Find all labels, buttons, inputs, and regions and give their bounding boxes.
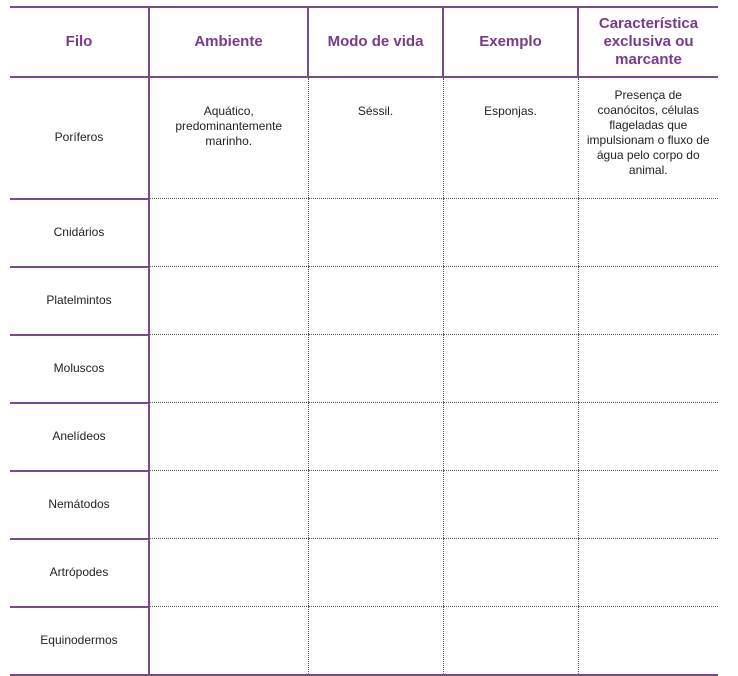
caracteristica-cell[interactable]: [578, 607, 718, 675]
modo-de-vida-cell[interactable]: [308, 199, 443, 267]
header-caracteristica: Característica exclusiva ou marcante: [578, 7, 718, 77]
phylum-table-container: [10, 6, 718, 676]
caracteristica-cell[interactable]: [578, 539, 718, 607]
exemplo-cell[interactable]: [443, 267, 578, 335]
filo-cell: Platelmintos: [10, 267, 149, 335]
ambiente-cell[interactable]: [149, 335, 308, 403]
modo-de-vida-cell[interactable]: [308, 267, 443, 335]
exemplo-cell[interactable]: Esponjas.: [443, 77, 578, 199]
header-modo-de-vida: Modo de vida: [308, 7, 443, 77]
filo-cell: Moluscos: [10, 335, 149, 403]
filo-cell: Artrópodes: [10, 539, 149, 607]
table-row-poriferos: [10, 77, 718, 199]
modo-de-vida-cell[interactable]: [308, 471, 443, 539]
ambiente-cell[interactable]: [149, 607, 308, 675]
caracteristica-cell[interactable]: [578, 403, 718, 471]
exemplo-cell[interactable]: [443, 403, 578, 471]
phylum-table: [10, 6, 718, 676]
modo-de-vida-cell[interactable]: Séssil.: [308, 77, 443, 199]
table-row-anelideos: [10, 403, 718, 471]
ambiente-cell[interactable]: Aquático, predominantemente marinho.: [149, 77, 308, 199]
header-row: [10, 7, 718, 77]
caracteristica-cell[interactable]: [578, 267, 718, 335]
header-filo: Filo: [10, 7, 149, 77]
ambiente-cell[interactable]: [149, 267, 308, 335]
caracteristica-cell[interactable]: Presença de coanócitos, células flageladas que impulsionam o fluxo de água pelo corpo do animal.: [578, 77, 718, 199]
table-row-platelmintos: [10, 267, 718, 335]
table-row-nematodos: [10, 471, 718, 539]
modo-de-vida-cell[interactable]: [308, 335, 443, 403]
filo-cell: Equinodermos: [10, 607, 149, 675]
ambiente-cell[interactable]: [149, 539, 308, 607]
header-ambiente: Ambiente: [149, 7, 308, 77]
modo-de-vida-cell[interactable]: [308, 539, 443, 607]
table-row-moluscos: [10, 335, 718, 403]
exemplo-cell[interactable]: [443, 539, 578, 607]
header-exemplo: Exemplo: [443, 7, 578, 77]
table-row-artropodes: [10, 539, 718, 607]
exemplo-cell[interactable]: [443, 607, 578, 675]
exemplo-cell[interactable]: [443, 471, 578, 539]
table-row-equinodermos: [10, 607, 718, 675]
caracteristica-cell[interactable]: [578, 471, 718, 539]
ambiente-cell[interactable]: [149, 471, 308, 539]
modo-de-vida-cell[interactable]: [308, 607, 443, 675]
filo-cell: Poríferos: [10, 77, 149, 199]
modo-de-vida-cell[interactable]: [308, 403, 443, 471]
ambiente-cell[interactable]: [149, 199, 308, 267]
caracteristica-cell[interactable]: [578, 199, 718, 267]
filo-cell: Anelídeos: [10, 403, 149, 471]
filo-cell: Nemátodos: [10, 471, 149, 539]
table-row-cnidarios: [10, 199, 718, 267]
filo-cell: Cnidários: [10, 199, 149, 267]
caracteristica-cell[interactable]: [578, 335, 718, 403]
exemplo-cell[interactable]: [443, 199, 578, 267]
exemplo-cell[interactable]: [443, 335, 578, 403]
ambiente-cell[interactable]: [149, 403, 308, 471]
